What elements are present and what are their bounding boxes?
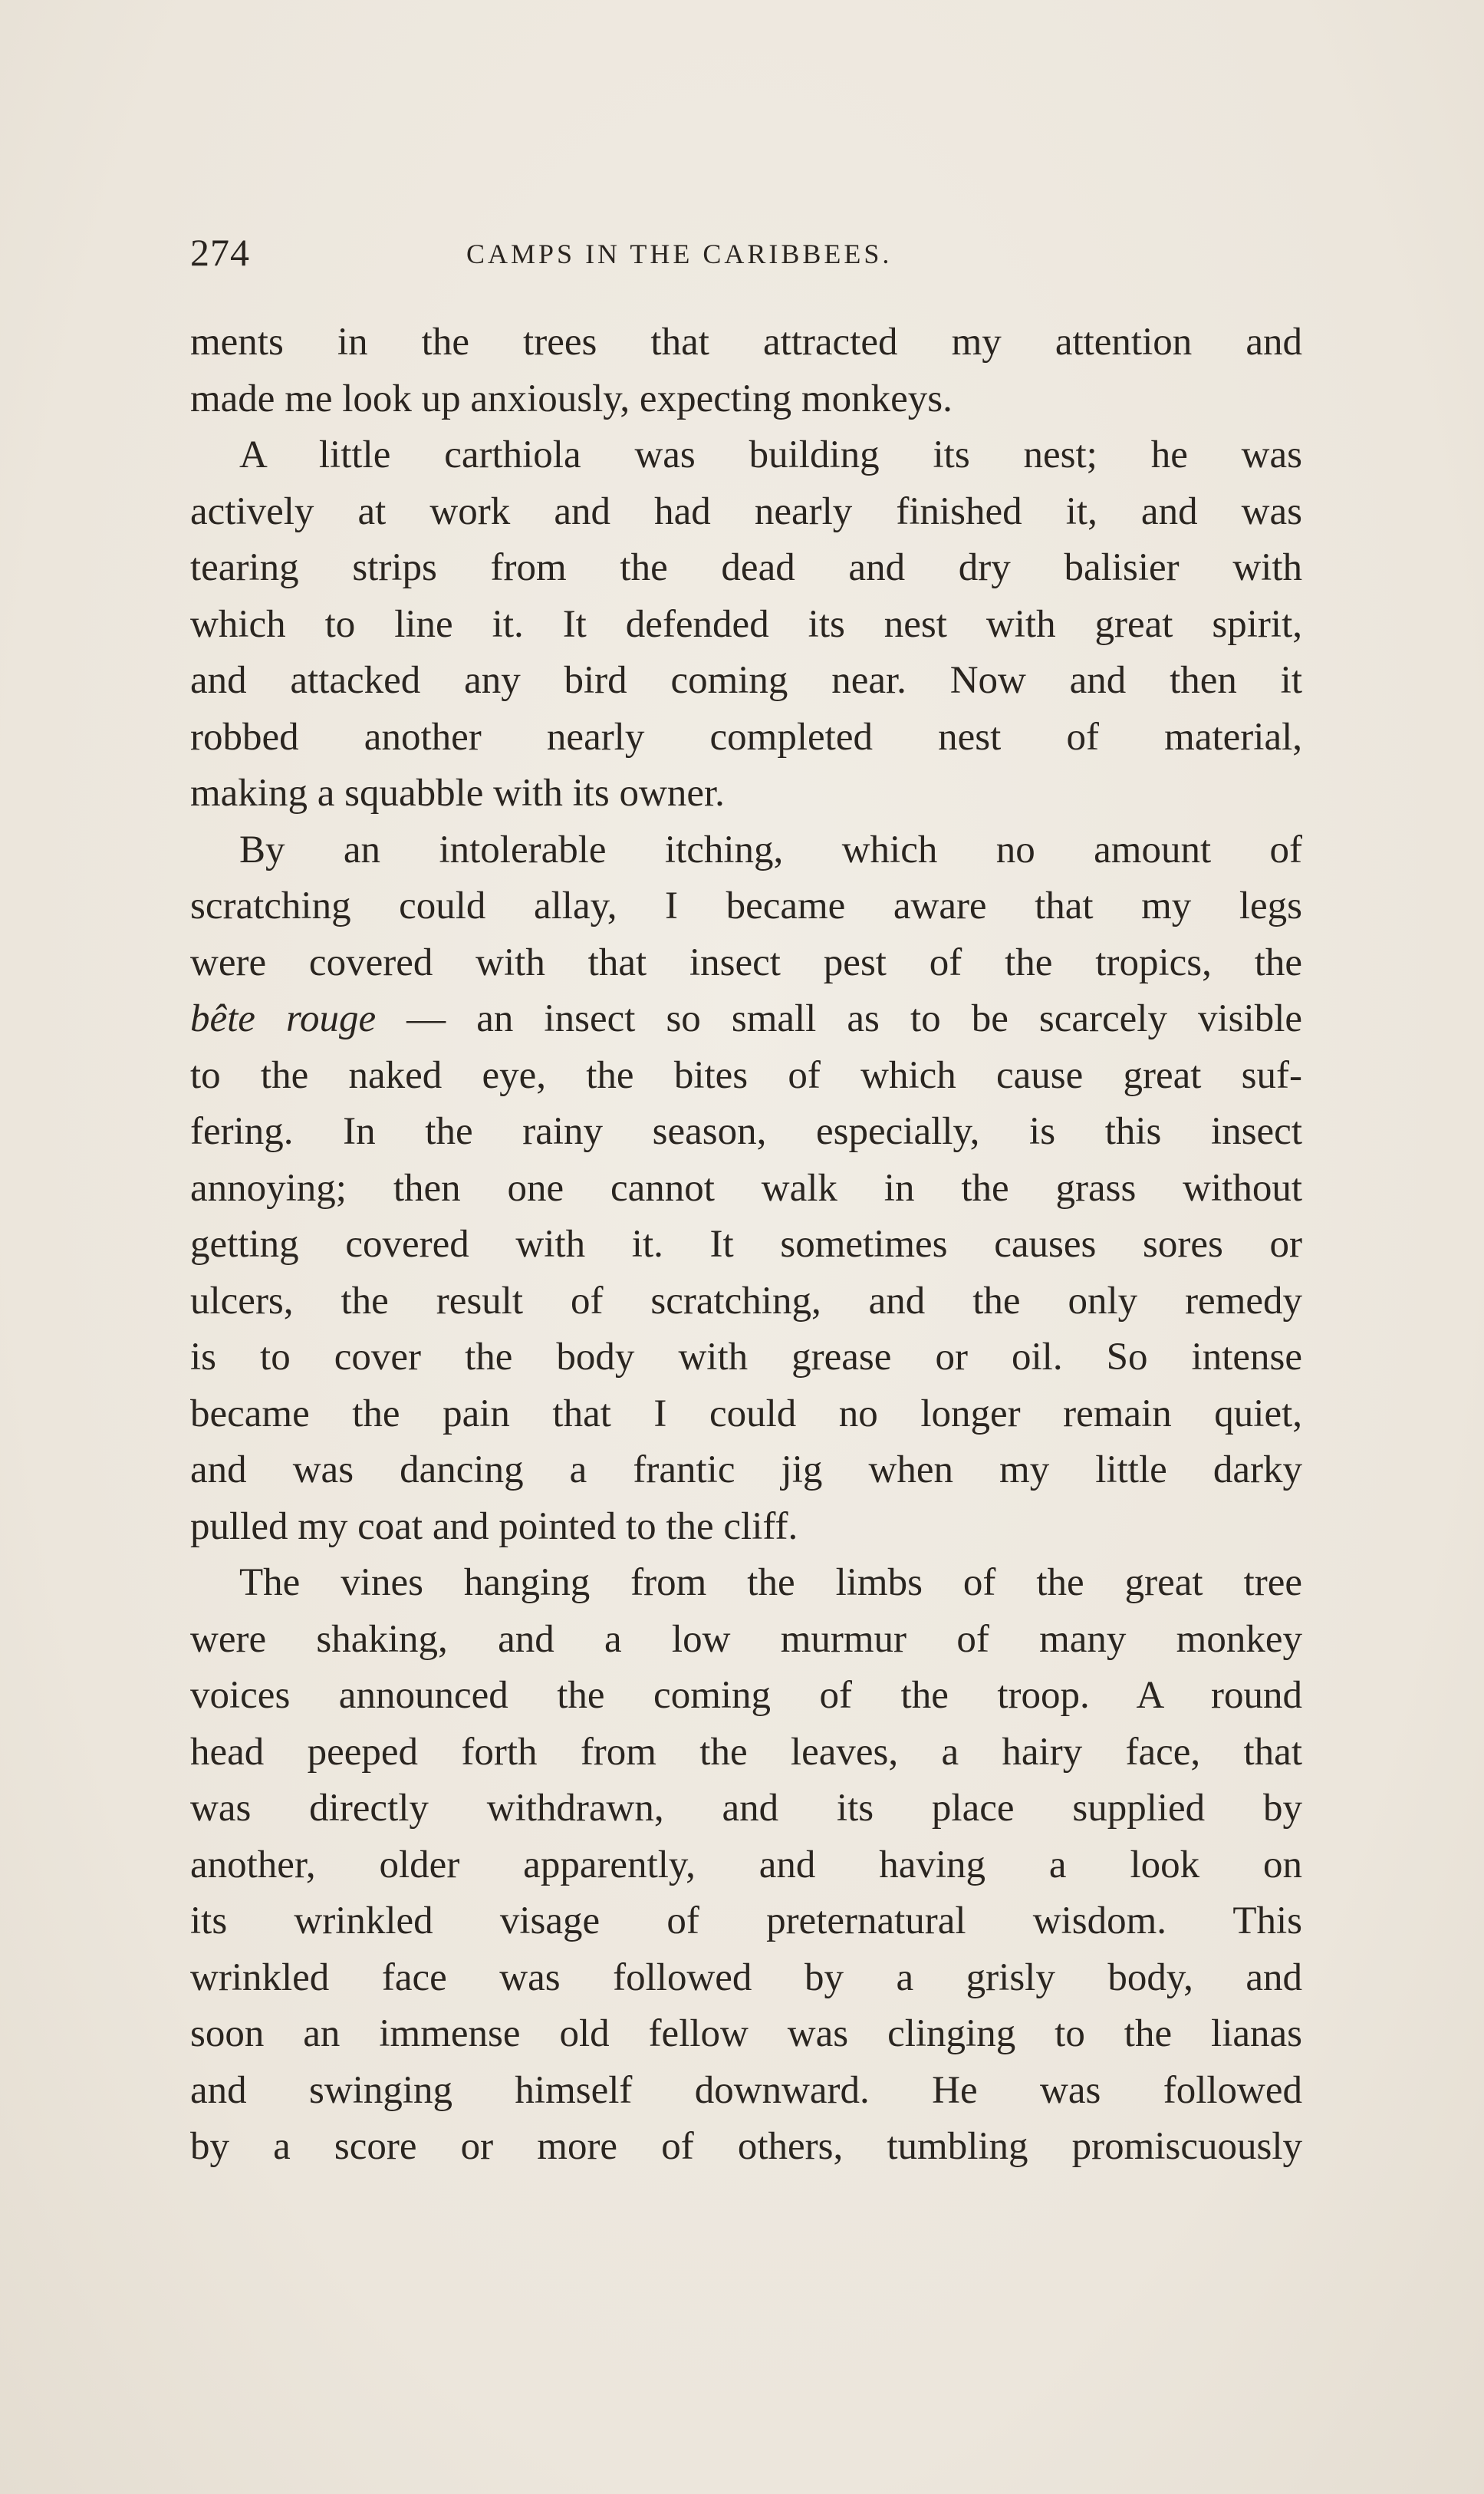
text-line: tearing strips from the dead and dry balisier with: [190, 546, 1302, 589]
text-line-rest: — an insect so small as to be scarcely visible: [406, 997, 1302, 1040]
text-line: which to line it. It defended its nest with great spirit,: [190, 602, 1302, 646]
text-line: made me look up anxiously, expecting monkeys.: [190, 377, 953, 420]
italic-phrase: bête rouge: [190, 997, 377, 1040]
text-line: pulled my coat and pointed to the cliff.: [190, 1504, 798, 1548]
running-title: CAMPS IN THE CARIBBEES.: [466, 239, 893, 269]
text-line: and was dancing a frantic jig when my little darky: [190, 1448, 1302, 1491]
text-line: wrinkled face was followed by a grisly body, and: [190, 1955, 1302, 1999]
text-line: ulcers, the result of scratching, and the only remedy: [190, 1279, 1302, 1323]
text-line: fering. In the rainy season, especially, is this insect: [190, 1110, 1302, 1153]
text-line: actively at work and had nearly finished it, and was: [190, 489, 1302, 533]
text-line: getting covered with it. It sometimes causes sores or: [190, 1223, 1302, 1266]
text-line: to the naked eye, the bites of which cause great suf-: [190, 1053, 1302, 1097]
text-line: robbed another nearly completed nest of material,: [190, 715, 1302, 759]
text-line: annoying; then one cannot walk in the grass without: [190, 1166, 1302, 1210]
text-line: A little carthiola was building its nest; he was: [239, 433, 1302, 476]
text-line: and swinging himself downward. He was followed: [190, 2068, 1302, 2112]
text-line: were covered with that insect pest of the tropics, the: [190, 941, 1302, 984]
page-number: 274: [190, 231, 250, 274]
text-line: head peeped forth from the leaves, a hairy face, that: [190, 1730, 1302, 1774]
text-line: [190, 991, 1302, 1048]
text-line: and attacked any bird coming near. Now and then it: [190, 659, 1302, 702]
text-line: making a squabble with its owner.: [190, 772, 725, 815]
body-text: [190, 315, 1302, 2176]
text-line: were shaking, and a low murmur of many monkey: [190, 1617, 1302, 1661]
text-line: The vines hanging from the limbs of the great tree: [239, 1561, 1302, 1604]
text-line: was directly withdrawn, and its place supplied by: [190, 1787, 1302, 1830]
text-line: scratching could allay, I became aware that my legs: [190, 885, 1302, 927]
text-line: ments in the trees that attracted my attention and: [190, 321, 1302, 364]
text-line: is to cover the body with grease or oil. So intense: [190, 1336, 1302, 1379]
text-line: By an intolerable itching, which no amount of: [239, 828, 1302, 871]
text-line: its wrinkled visage of preternatural wisdom. This: [190, 1899, 1302, 1942]
text-line: another, older apparently, and having a look on: [190, 1843, 1302, 1886]
text-line: became the pain that I could no longer remain quiet,: [190, 1392, 1302, 1435]
running-head: [190, 230, 1302, 284]
text-line: by a score or more of others, tumbling promiscuously: [190, 2125, 1302, 2168]
text-line: soon an immense old fellow was clinging to the lianas: [190, 2012, 1302, 2055]
text-line: voices announced the coming of the troop. A round: [190, 1674, 1302, 1717]
